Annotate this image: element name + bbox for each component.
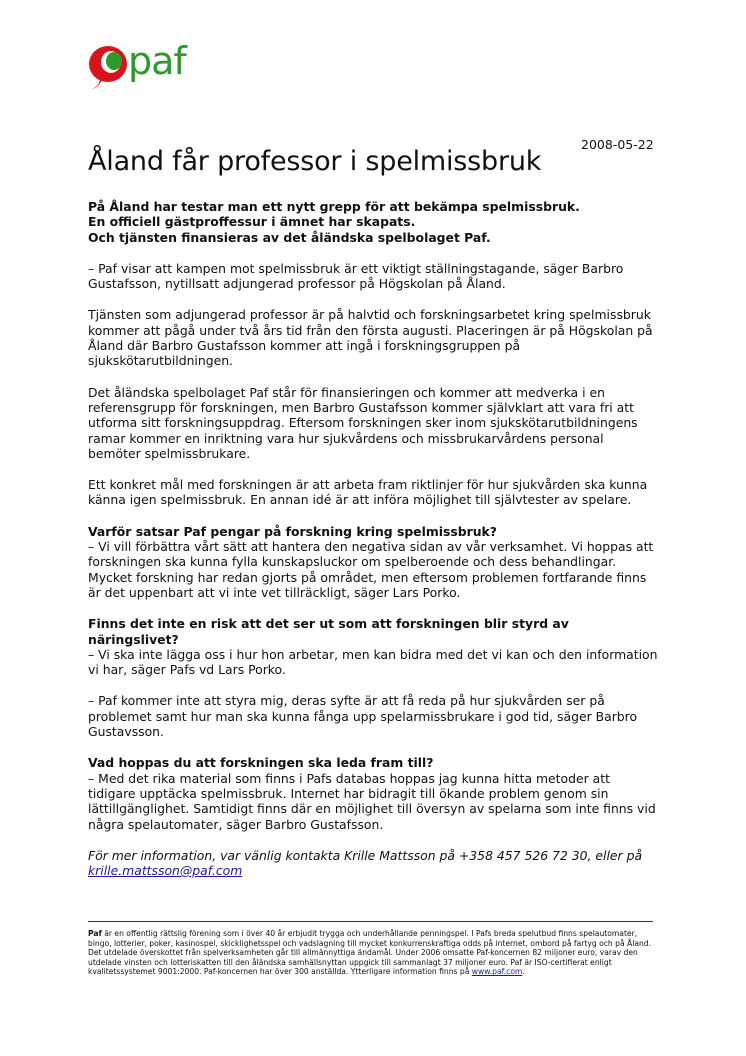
lead-line: En officiell gästproffessur i ämnet har skapats. bbox=[88, 214, 416, 230]
footer-website-link[interactable]: www.paf.com bbox=[471, 967, 523, 977]
answer-text: – Vi vill förbättra vårt sätt att hantera den negativa sidan av vår verksamhet. Vi hoppas att forskningen ska kunna fylla kunskapsluckor om spelberoende och dess behandlingar. Mycket forskning har redan gjorts på området, men eftersom problemen fortfarande finns är det uppenbart att vi inte vet tillräckligt, säger Lars Porko. bbox=[88, 539, 654, 600]
contact-info bbox=[88, 848, 660, 879]
footer-divider bbox=[88, 921, 653, 922]
answer-text: – Vi ska inte lägga oss i hur hon arbetar, men kan bidra med det vi kan och den information vi har, säger Pafs vd Lars Porko. bbox=[88, 646, 658, 678]
qa-block bbox=[88, 524, 660, 600]
footer-boilerplate bbox=[88, 929, 654, 977]
qa-block bbox=[88, 755, 660, 831]
footer-end: . bbox=[522, 967, 525, 977]
lead-line: På Åland har testar man ett nytt grepp för att bekämpa spelmissbruk. bbox=[88, 199, 580, 214]
answer-text: – Med det rika material som finns i Pafs databas hoppas jag kunna hitta metoder att tidigare upptäcka spelmissbruk. Internet har bidragit till ökande problem genom sin lättillgänglighet. Samtidigt finns där en möjlighet till översyn av spelarna som inte finns vid några spelautomater, säger Barbro Gustafsson. bbox=[88, 770, 656, 832]
lead-line: Och tjänsten finansieras av det åländska spelbolaget Paf. bbox=[88, 229, 491, 245]
question-heading: Finns det inte en risk att det ser ut som att forskningen blir styrd av näringslivet? bbox=[88, 616, 569, 647]
paragraph: Tjänsten som adjungerad professor är på halvtid och forskningsarbetet kring spelmissbruk kommer att pågå under två års tid från den första augusti. Placeringen är på Högskolan på Åland där Barbro Gustafsson kommer att ingå i forskningsgruppen på sjukskötarutbildningen. bbox=[88, 307, 653, 369]
paragraph: Det åländska spelbolaget Paf står för finansieringen och kommer att medverka i en referensgrupp för forskningen, men Barbro Gustafsson kommer självklart att vara fri att utforma sitt forskningsuppdrag. Eftersom forskningen sker inom sjukskötarutbildningens ramar kommer en inriktning vara hur sjukvårdens och missbrukarvårdens personal bemöter spelmissbrukare. bbox=[88, 384, 638, 461]
lead-paragraph bbox=[88, 199, 660, 245]
paragraph: Ett konkret mål med forskningen är att arbeta fram riktlinjer för hur sjukvården ska kunna känna igen spelmissbruk. En annan idé är att införa möjlighet till självtester av spelare. bbox=[88, 477, 648, 508]
paf-logo-mark-icon bbox=[88, 42, 132, 90]
footer-text: är en offentlig rättslig förening som i över 40 år erbjudit trygga och underhållande penningspel. I Pafs breda spelutbud finns spelautomater, bingo, lotterier, poker, kasinospel, skicklighetsspel och vadslagning till mycket konkurrenskraftiga odds på internet, ombord på fartyg och på Åland. Det utdelade överskottet från spelverksamheten går till allmännyttiga ändamål. Under 2006 omsatte Paf-koncernen 82 miljoner euro, varav den utdelade vinsten och lotteriskatten till den åländska samhällsnyttan uppgick till sammanlagt 37 miljoner euro. Paf är ISO-certifierat enligt kvalitetssystemet 9001:2000. Paf-koncernen har över 300 anställda. Ytterligare information finns på bbox=[88, 929, 652, 977]
paragraph: – Paf visar att kampen mot spelmissbruk är ett viktigt ställningstagande, säger Barbro Gustafsson, nytillsatt adjungerad professor på Högskolan på Åland. bbox=[88, 260, 624, 292]
qa-block bbox=[88, 616, 660, 677]
question-heading: Varför satsar Paf pengar på forskning kring spelmissbruk? bbox=[88, 523, 497, 539]
paf-logo bbox=[88, 39, 218, 92]
answer-extra: – Paf kommer inte att styra mig, deras syfte är att få reda på hur sjukvården ser på problemet samt hur man ska kunna fånga upp spelarmissbrukare i god tid, säger Barbro Gustavsson. bbox=[88, 693, 638, 740]
article-body bbox=[88, 199, 660, 894]
contact-email-link[interactable]: krille.mattsson@paf.com bbox=[88, 863, 243, 879]
footer-company-name: Paf bbox=[88, 929, 102, 938]
press-date: 2008-05-22 bbox=[581, 137, 654, 152]
paf-logo-text: paf bbox=[128, 39, 186, 83]
contact-text: För mer information, var vänlig kontakta Krille Mattsson på +358 457 526 72 30, eller på bbox=[88, 847, 643, 863]
question-heading: Vad hoppas du att forskningen ska leda fram till? bbox=[88, 755, 434, 771]
page-title: Åland får professor i spelmissbruk bbox=[88, 146, 542, 177]
